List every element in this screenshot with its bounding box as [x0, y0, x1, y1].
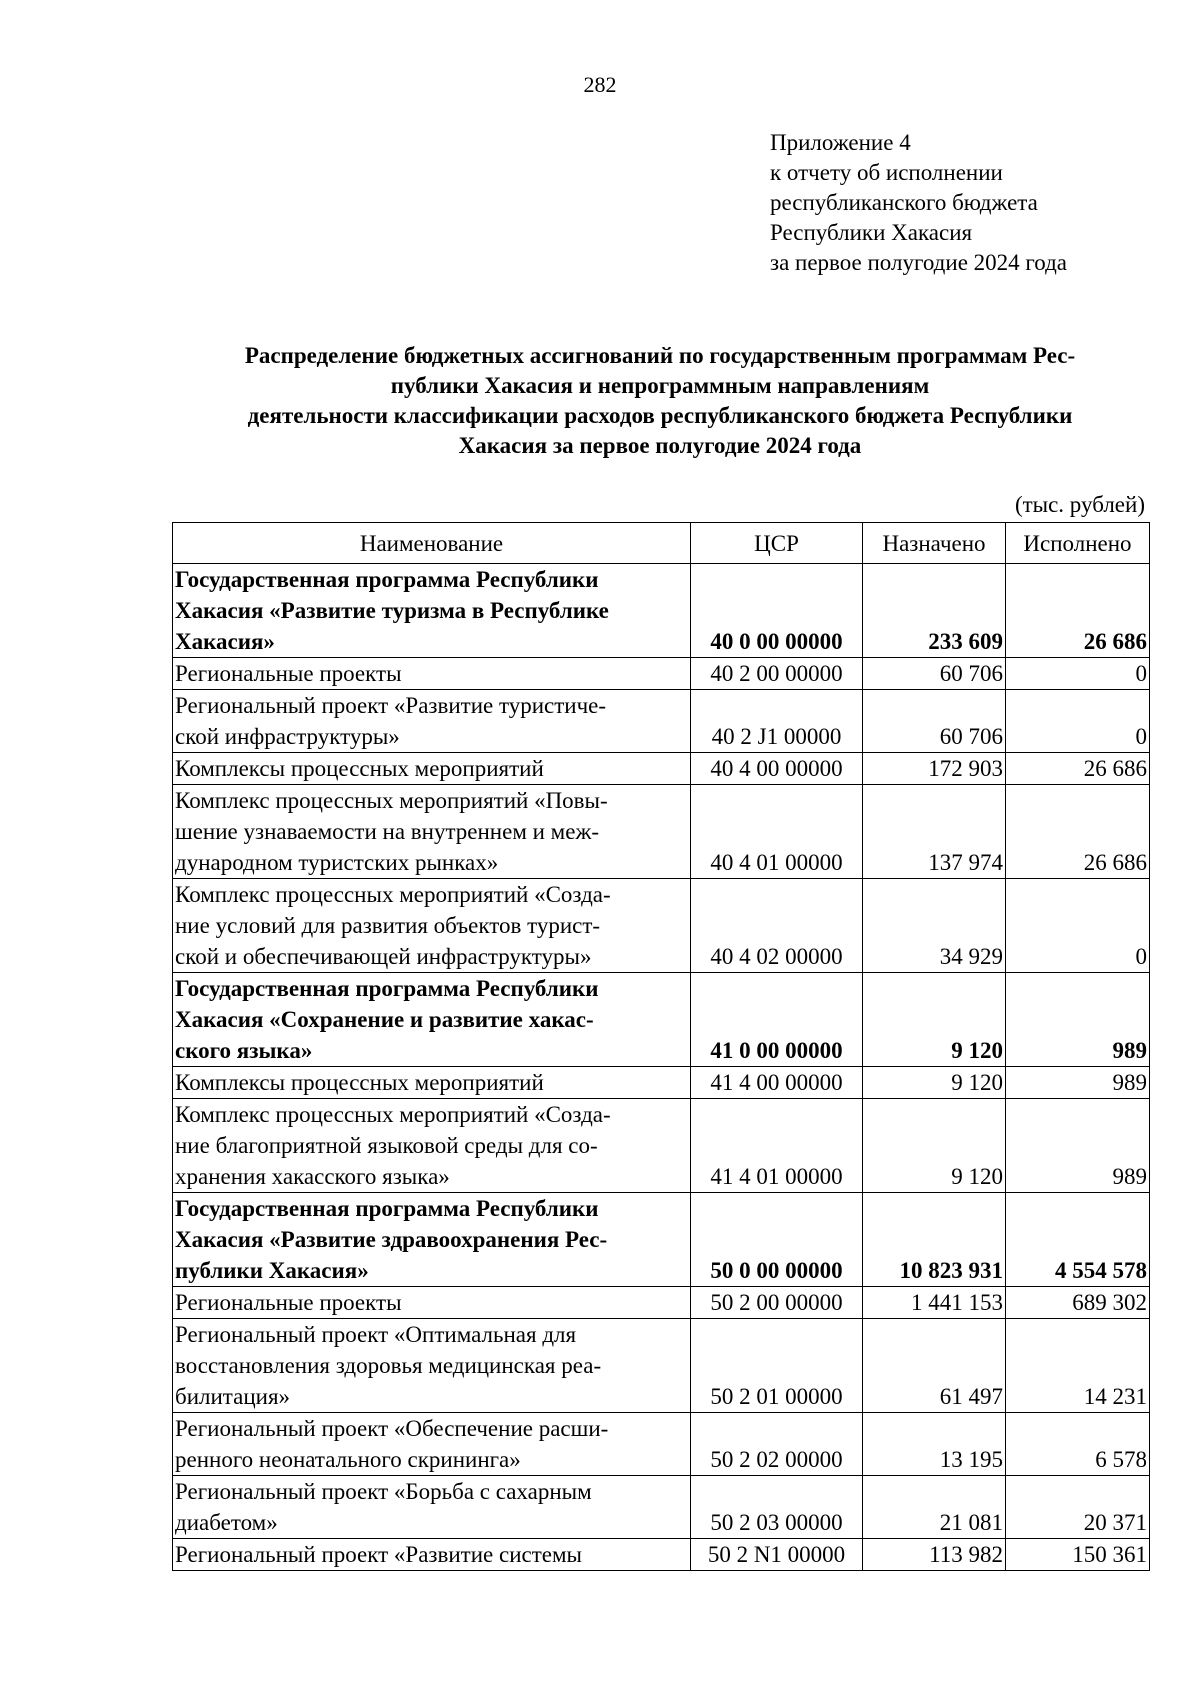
row-name-line: Государственная программа Республики [175, 567, 599, 592]
row-name-cell [173, 1539, 691, 1571]
row-name-line: Региональные проекты [175, 661, 402, 686]
row-executed-cell: 4 554 578 [1006, 1193, 1150, 1287]
row-assigned-cell: 21 081 [863, 1476, 1006, 1539]
row-assigned-cell: 9 120 [863, 1067, 1006, 1099]
row-assigned-cell: 113 982 [863, 1539, 1006, 1571]
row-csr-cell: 40 2 00 00000 [691, 658, 863, 690]
table-row [173, 1319, 1150, 1413]
row-name-cell [173, 785, 691, 879]
row-name-cell [173, 564, 691, 658]
row-name-line: Региональный проект «Борьба с сахарным [175, 1479, 592, 1504]
row-assigned-cell: 137 974 [863, 785, 1006, 879]
row-executed-cell: 989 [1006, 1099, 1150, 1193]
unit-note: (тыс. рублей) [1014, 492, 1145, 517]
row-name-line: ренного неонатального скрининга» [175, 1447, 521, 1472]
row-name-line: дународном туристских рынках» [175, 850, 499, 875]
row-csr-cell: 41 4 01 00000 [691, 1099, 863, 1193]
table-body [173, 564, 1150, 1571]
row-name-line: Комплексы процессных мероприятий [175, 1070, 544, 1095]
row-executed-cell: 20 371 [1006, 1476, 1150, 1539]
row-csr-cell: 40 4 01 00000 [691, 785, 863, 879]
row-name-cell [173, 1287, 691, 1319]
header-csr: ЦСР [691, 523, 863, 564]
row-assigned-cell: 1 441 153 [863, 1287, 1006, 1319]
row-name-line: Государственная программа Республики [175, 1196, 599, 1221]
row-name-line: Региональный проект «Развитие системы [175, 1542, 582, 1567]
row-name-cell [173, 753, 691, 785]
row-executed-cell: 0 [1006, 658, 1150, 690]
row-csr-cell: 50 0 00 00000 [691, 1193, 863, 1287]
row-name-cell [173, 1476, 691, 1539]
row-csr-cell: 40 2 J1 00000 [691, 690, 863, 753]
row-name-line: ние благоприятной языковой среды для со- [175, 1133, 598, 1158]
row-assigned-cell: 172 903 [863, 753, 1006, 785]
table-row [173, 1413, 1150, 1476]
row-csr-cell: 50 2 02 00000 [691, 1413, 863, 1476]
table-row [173, 564, 1150, 658]
row-executed-cell: 6 578 [1006, 1413, 1150, 1476]
row-name-cell [173, 1099, 691, 1193]
row-assigned-cell: 10 823 931 [863, 1193, 1006, 1287]
row-name-line: Комплекс процессных мероприятий «Созда- [175, 882, 611, 907]
table-row [173, 690, 1150, 753]
row-csr-cell: 41 0 00 00000 [691, 973, 863, 1067]
title-line: Распределение бюджетных ассигнований по государственным программам Рес- [244, 343, 1076, 368]
row-name-line: Комплекс процессных мероприятий «Созда- [175, 1102, 611, 1127]
appendix-note [770, 128, 1170, 278]
table-row [173, 973, 1150, 1067]
table-row [173, 1539, 1150, 1571]
appendix-line: к отчету об исполнении [770, 160, 1003, 185]
table-row [173, 1193, 1150, 1287]
row-csr-cell: 40 4 00 00000 [691, 753, 863, 785]
table-row [173, 1099, 1150, 1193]
row-executed-cell: 989 [1006, 973, 1150, 1067]
page-number: 282 [583, 72, 617, 97]
row-name-line: Региональный проект «Оптимальная для [175, 1322, 577, 1347]
row-name-line: Региональный проект «Обеспечение расши- [175, 1416, 609, 1441]
row-assigned-cell: 60 706 [863, 658, 1006, 690]
row-executed-cell: 26 686 [1006, 753, 1150, 785]
row-executed-cell: 26 686 [1006, 564, 1150, 658]
row-name-cell [173, 1067, 691, 1099]
row-csr-cell: 41 4 00 00000 [691, 1067, 863, 1099]
header-name: Наименование [173, 523, 691, 564]
row-csr-cell: 50 2 01 00000 [691, 1319, 863, 1413]
title-line: публики Хакасия и непрограммным направлениям [390, 373, 930, 398]
row-name-cell [173, 973, 691, 1067]
row-name-line: шение узнаваемости на внутреннем и меж- [175, 819, 599, 844]
row-name-cell [173, 879, 691, 973]
row-name-line: диабетом» [175, 1510, 278, 1535]
row-csr-cell: 50 2 03 00000 [691, 1476, 863, 1539]
row-name-cell [173, 1413, 691, 1476]
header-assigned: Назначено [863, 523, 1006, 564]
row-name-line: Хакасия «Развитие туризма в Республике [175, 598, 609, 623]
row-executed-cell: 0 [1006, 879, 1150, 973]
row-name-line: Государственная программа Республики [175, 976, 599, 1001]
row-name-line: Хакасия «Развитие здравоохранения Рес- [175, 1227, 608, 1252]
row-executed-cell: 0 [1006, 690, 1150, 753]
row-name-line: хранения хакасского языка» [175, 1164, 450, 1189]
row-assigned-cell: 60 706 [863, 690, 1006, 753]
row-name-cell [173, 658, 691, 690]
row-name-line: Хакасия» [175, 629, 275, 654]
row-name-line: ского языка» [175, 1038, 313, 1063]
row-assigned-cell: 61 497 [863, 1319, 1006, 1413]
row-name-line: ние условий для развития объектов турист- [175, 913, 601, 938]
row-executed-cell: 26 686 [1006, 785, 1150, 879]
table-row [173, 1287, 1150, 1319]
document-title [170, 341, 1150, 461]
row-name-line: Региональный проект «Развитие туристиче- [175, 693, 607, 718]
appendix-line: Приложение 4 [770, 130, 911, 155]
row-assigned-cell: 233 609 [863, 564, 1006, 658]
table-row [173, 785, 1150, 879]
table-header-row [173, 523, 1150, 564]
table-row [173, 1067, 1150, 1099]
row-name-line: Комплексы процессных мероприятий [175, 756, 544, 781]
appendix-line: Республики Хакасия [770, 220, 973, 245]
row-name-line: ской и обеспечивающей инфраструктуры» [175, 944, 592, 969]
title-line: деятельности классификации расходов республиканского бюджета Республики [247, 403, 1073, 428]
row-csr-cell: 50 2 N1 00000 [691, 1539, 863, 1571]
row-name-line: билитация» [175, 1384, 291, 1409]
row-name-line: публики Хакасия» [175, 1258, 369, 1283]
table-row [173, 1476, 1150, 1539]
row-name-line: восстановления здоровья медицинская реа- [175, 1353, 602, 1378]
row-csr-cell: 40 0 00 00000 [691, 564, 863, 658]
row-name-cell [173, 1193, 691, 1287]
row-assigned-cell: 13 195 [863, 1413, 1006, 1476]
row-name-line: Комплекс процессных мероприятий «Повы- [175, 788, 608, 813]
row-assigned-cell: 9 120 [863, 973, 1006, 1067]
row-executed-cell: 689 302 [1006, 1287, 1150, 1319]
row-csr-cell: 50 2 00 00000 [691, 1287, 863, 1319]
row-executed-cell: 989 [1006, 1067, 1150, 1099]
row-name-line: ской инфраструктуры» [175, 724, 400, 749]
row-name-line: Региональные проекты [175, 1290, 402, 1315]
appendix-line: за первое полугодие 2024 года [770, 250, 1068, 275]
row-executed-cell: 150 361 [1006, 1539, 1150, 1571]
table-row [173, 658, 1150, 690]
table-row [173, 879, 1150, 973]
row-csr-cell: 40 4 02 00000 [691, 879, 863, 973]
row-assigned-cell: 9 120 [863, 1099, 1006, 1193]
table-row [173, 753, 1150, 785]
row-executed-cell: 14 231 [1006, 1319, 1150, 1413]
title-line: Хакасия за первое полугодие 2024 года [458, 433, 862, 458]
header-executed: Исполнено [1006, 523, 1150, 564]
row-name-line: Хакасия «Сохранение и развитие хакас- [175, 1007, 594, 1032]
row-assigned-cell: 34 929 [863, 879, 1006, 973]
row-name-cell [173, 690, 691, 753]
row-name-cell [173, 1319, 691, 1413]
budget-table [172, 522, 1150, 1571]
appendix-line: республиканского бюджета [770, 190, 1038, 215]
